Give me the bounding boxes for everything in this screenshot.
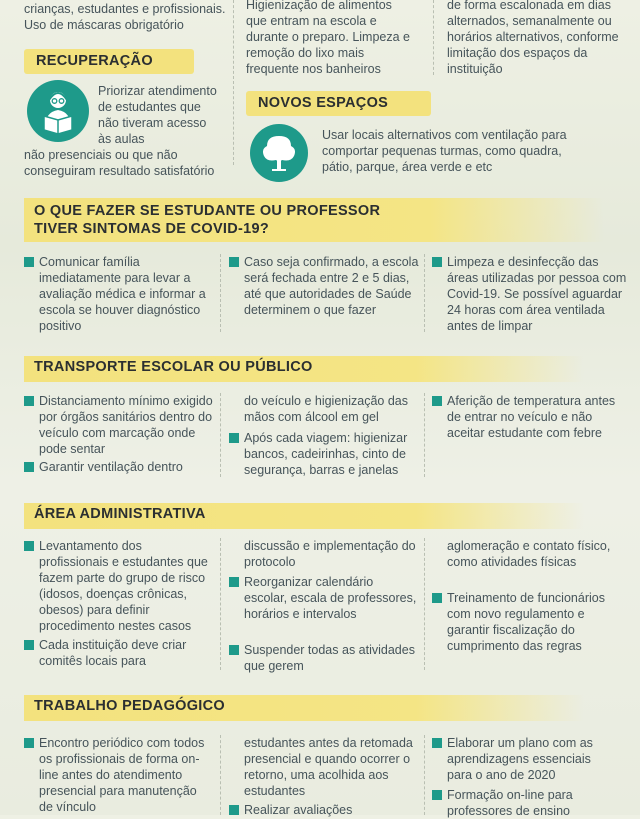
bullet-square-icon [24, 257, 34, 267]
pedagogico-col2-continued: estudantes antes da retomada presencial e quando ocorrer o retorno, uma acolhida aos estudantes [244, 736, 413, 798]
sintomas-title-line2: TIVER SINTOMAS DE COVID-19? [34, 221, 270, 237]
sintomas-item: Comunicar família imediatamente para levar a avaliação médica e informar a escola se houver diagnóstico positivo [24, 254, 214, 334]
bullet-square-icon [24, 640, 34, 650]
column-divider [220, 254, 221, 332]
bullet-square-icon [24, 462, 34, 472]
bullet-square-icon [229, 577, 239, 587]
column-divider [433, 0, 434, 75]
sintomas-title-line1: O QUE FAZER SE ESTUDANTE OU PROFESSOR [34, 203, 381, 219]
sintomas-item: Caso seja confirmado, a escola será fechada entre 2 e 5 dias, até que autoridades de Saúde determinem o que fazer [229, 254, 419, 318]
top-left-text: crianças, estudantes e profissionais. Uso de máscaras obrigatório [24, 2, 226, 32]
bullet-square-icon [432, 790, 442, 800]
administrativa-col3-continued: aglomeração e contato físico, como atividades físicas [447, 539, 611, 569]
student-reading-icon [27, 80, 89, 142]
bullet-square-icon [229, 805, 239, 815]
tree-icon [250, 124, 308, 182]
bullet-square-icon [432, 593, 442, 603]
bullet-square-icon [432, 738, 442, 748]
pedagogico-item: Encontro periódico com todos os profissionais de forma on-line antes do atendimento presencial para manutenção de vínculo [24, 735, 214, 815]
top-middle-text: Higienização de alimentos que entram na escola e durante o preparo. Limpeza e remoção do lixo mais frequente nos banheiros [246, 0, 410, 76]
pedagogico-title: TRABALHO PEDAGÓGICO [24, 695, 584, 721]
bullet-square-icon [229, 645, 239, 655]
column-divider [424, 254, 425, 332]
column-divider [424, 735, 425, 815]
recuperacao-text-b: não presenciais ou que não conseguiram resultado satisfatório [24, 148, 215, 178]
bullet-square-icon [24, 396, 34, 406]
column-divider [233, 0, 234, 165]
column-divider [220, 538, 221, 670]
column-divider [220, 393, 221, 477]
transporte-item: Aferição de temperatura antes de entrar no veículo e não aceitar estudante com febre [432, 393, 617, 441]
administrativa-col2-continued: discussão e implementação do protocolo [244, 539, 416, 569]
bullet-square-icon [24, 541, 34, 551]
transporte-col2-continued: do veículo e higienização das mãos com álcool em gel [244, 394, 409, 424]
column-divider [220, 735, 221, 815]
administrativa-item: Suspender todas as atividades que gerem [229, 642, 419, 674]
recuperacao-title: RECUPERAÇÃO [24, 49, 194, 74]
recuperacao-text-a: Priorizar atendimento de estudantes que não tiveram acesso às aulas [98, 84, 217, 146]
novos-espacos-title: NOVOS ESPAÇOS [246, 91, 431, 116]
transporte-item: Após cada viagem: higienizar bancos, cadeirinhas, cinto de segurança, barras e janelas [229, 430, 419, 478]
bullet-square-icon [432, 257, 442, 267]
transporte-title: TRANSPORTE ESCOLAR OU PÚBLICO [24, 356, 584, 382]
bullet-square-icon [24, 738, 34, 748]
pedagogico-item: Formação on-line para professores de ensino [432, 787, 617, 819]
column-divider [424, 538, 425, 670]
pedagogico-item: Realizar avaliações [229, 802, 419, 818]
bullet-square-icon [432, 396, 442, 406]
transporte-item: Distanciamento mínimo exigido por órgãos sanitários dentro do veículo com marcação onde pode sentar [24, 393, 214, 457]
administrativa-item: Treinamento de funcionários com novo regulamento e garantir fiscalização do cumprimento das regras [432, 590, 622, 654]
administrativa-item: Cada instituição deve criar comitês locais para [24, 637, 214, 669]
pedagogico-item: Elaborar um plano com as aprendizagens essenciais para o ano de 2020 [432, 735, 617, 783]
sintomas-item: Limpeza e desinfecção das áreas utilizadas por pessoa com Covid-19. Se possível aguardar 24 horas com área ventilada antes de limpar [432, 254, 632, 334]
administrativa-item: Reorganizar calendário escolar, escala de professores, horários e intervalos [229, 574, 419, 622]
novos-espacos-text: Usar locais alternativos com ventilação para comportar pequenas turmas, como quadra, pátio, parque, área verde e etc [322, 128, 567, 174]
bullet-square-icon [229, 257, 239, 267]
sintomas-title [24, 198, 604, 242]
top-right-text: de forma escalonada em dias alternados, semanalmente ou horários alternativos, conforme limitação dos espaços da instituição [447, 0, 619, 76]
administrativa-title: ÁREA ADMINISTRATIVA [24, 503, 584, 529]
column-divider [424, 393, 425, 477]
administrativa-item: Levantamento dos profissionais e estudantes que fazem parte do grupo de risco (idosos, doenças crônicas, obesos) para definir procedimento nestes casos [24, 538, 214, 634]
transporte-item: Garantir ventilação dentro [24, 459, 214, 475]
bullet-square-icon [229, 433, 239, 443]
